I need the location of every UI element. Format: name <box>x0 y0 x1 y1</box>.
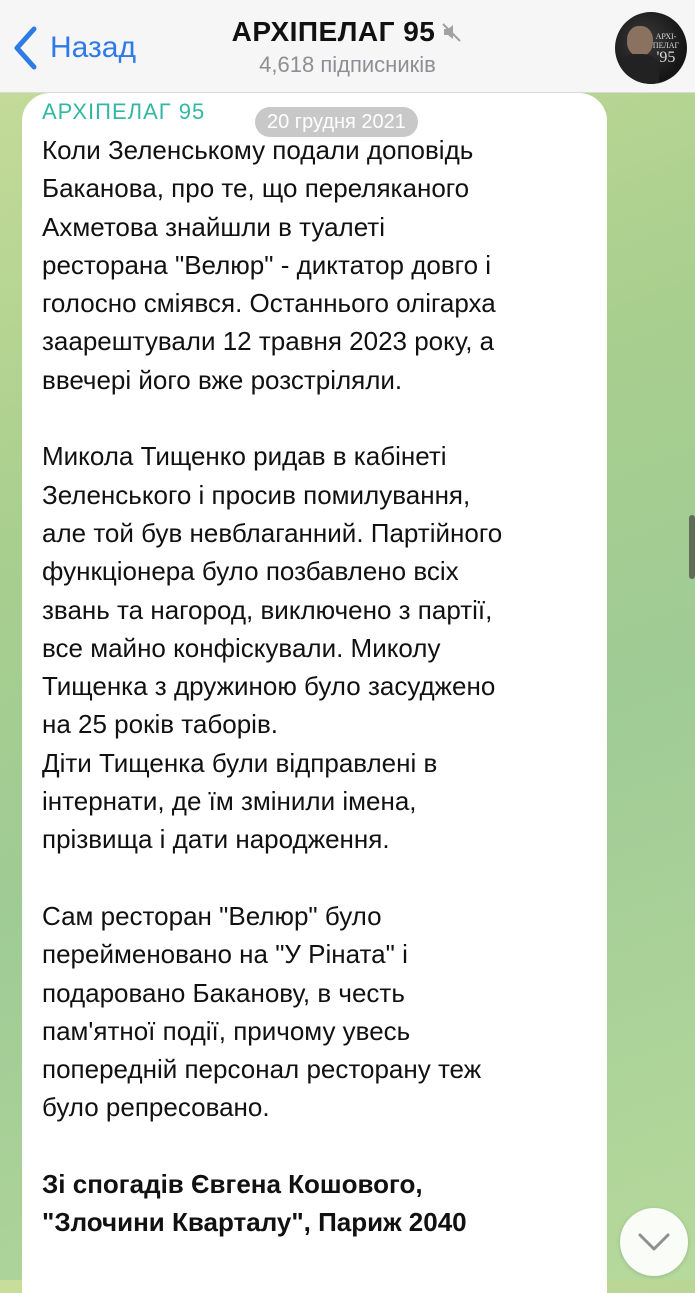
message-line: було репресовано. <box>42 1092 270 1123</box>
message-line: перейменовано на "У Ріната" і <box>42 939 408 970</box>
avatar-face <box>627 26 653 56</box>
message-line: Баканова, про те, що переляканого <box>42 173 470 204</box>
message-line: прізвища і дати народження. <box>42 824 390 855</box>
message-text <box>42 131 602 1242</box>
message-line: функціонера було позбавлено всіх <box>42 556 459 587</box>
message-line: але той був невблаганний. Партійного <box>42 517 503 548</box>
subscriber-count: 4,618 підписників <box>259 52 436 77</box>
blank-line <box>42 859 602 897</box>
blank-line <box>42 399 602 437</box>
channel-title: АРХІПЕЛАГ 95 <box>231 16 436 47</box>
message-line: попередній персонал ресторану теж <box>42 1054 482 1085</box>
message-line: на 25 років таборів. <box>42 709 278 740</box>
signature-line: Зі спогадів Євгена Кошового, <box>42 1169 423 1200</box>
message-line: подаровано Баканову, в честь <box>42 977 405 1008</box>
message-line: ресторана "Велюр" - диктатор довго і <box>42 249 492 280</box>
message-line: Сам ресторан "Велюр" було <box>42 900 382 931</box>
chevron-down-icon <box>637 1231 671 1253</box>
channel-info[interactable] <box>0 16 695 78</box>
message-line: все майно конфіскували. Миколу <box>42 632 441 663</box>
scrollbar[interactable] <box>689 515 695 579</box>
message-bubble[interactable] <box>22 93 607 1293</box>
speaker-muted-icon <box>441 21 463 43</box>
message-line: Ахметова знайшли в туалеті <box>42 211 385 242</box>
message-line: Коли Зеленському подали доповідь <box>42 135 474 165</box>
avatar-logo: АРХІ- ПЕЛАГ '95 <box>652 32 680 66</box>
message-line: інтернати, де їм змінили імена, <box>42 786 417 817</box>
back-label: Назад <box>50 31 136 64</box>
chat-header <box>0 0 695 93</box>
scroll-down-button[interactable] <box>620 1208 688 1276</box>
message-line: пам'ятної події, причому увесь <box>42 1015 411 1046</box>
message-line: Зеленського і просив помилування, <box>42 479 471 510</box>
message-line: заарештували 12 травня 2023 року, а <box>42 326 495 357</box>
message-line: ввечері його вже розстріляли. <box>42 364 403 395</box>
message-line: звань та нагород, виключено з партії, <box>42 594 493 625</box>
message-line: голосно сміявся. Останнього олігарха <box>42 288 496 319</box>
sender-name[interactable]: АРХІПЕЛАГ 95 <box>42 99 206 124</box>
signature-line: "Злочини Кварталу", Париж 2040 <box>42 1207 467 1238</box>
message-line: Микола Тищенко ридав в кабінеті <box>42 441 447 472</box>
message-line: Тищенка з дружиною було засуджено <box>42 671 496 702</box>
date-badge: 20 грудня 2021 <box>255 107 418 137</box>
blank-line <box>42 1127 602 1165</box>
message-line: Діти Тищенка були відправлені в <box>42 747 438 778</box>
channel-avatar[interactable] <box>615 12 687 84</box>
